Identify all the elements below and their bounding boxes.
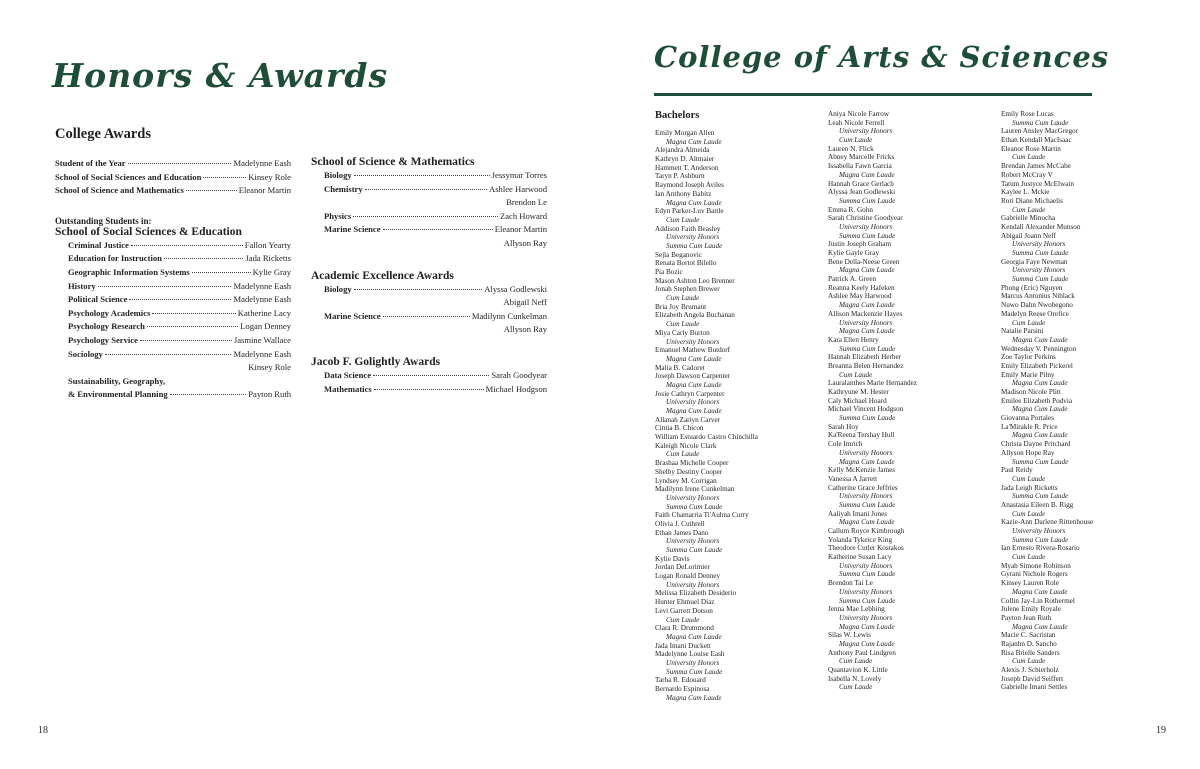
honor-distinction: Cum Laude <box>666 320 700 329</box>
honor-distinction: Summa Cum Laude <box>839 414 896 423</box>
graduate-name: Sarah Christine Goodyear <box>828 214 903 223</box>
graduate-name: Michael Vincent Hodgson <box>828 405 904 414</box>
honor-distinction: Summa Cum Laude <box>1012 457 1069 466</box>
honor-distinction: Cum Laude <box>1012 205 1046 214</box>
graduate-name: Kathryn D. Altmaier <box>655 155 715 164</box>
graduate-name: Robert McCray V <box>1001 170 1053 179</box>
graduate-name: Sarah Hoy <box>828 422 859 431</box>
honor-distinction: Magna Cum Laude <box>666 407 722 415</box>
golightly-list <box>311 370 547 397</box>
graduate-name: Kara Ellen Henry <box>828 335 879 344</box>
graduate-name: Kylie Gayle Gray <box>828 249 880 257</box>
graduate-name: Allison Mackenzie Hayes <box>828 309 903 318</box>
honor-distinction: Magna Cum Laude <box>666 380 722 389</box>
honor-distinction: Magna Cum Laude <box>666 693 722 702</box>
graduate-name: Joseph Dawson Carpenter <box>655 372 731 381</box>
outstanding-item: History Madelynne Eash <box>68 280 291 291</box>
golightly-title: Jacob F. Golightly Awards <box>311 355 441 368</box>
graduate-name: Christa Dayne Pritchard <box>1001 440 1071 449</box>
graduate-name: Tarha R. Edouard <box>655 676 706 685</box>
science-math-title: School of Science & Mathematics <box>311 156 475 168</box>
graduate-name: Caly Michael Hoard <box>828 396 887 405</box>
graduate-name: Levi Garrett Dotson <box>655 606 713 615</box>
left-column-1 <box>55 126 291 403</box>
header-rule <box>654 93 1092 96</box>
graduate-name: Hannah Elizabeth Herber <box>828 353 902 362</box>
graduate-name: Emilee Elizabeth Podvia <box>1001 396 1073 405</box>
graduate-name: Georgia Faye Newman <box>1001 257 1068 266</box>
outstanding-item: Geographic Information Systems Kylie Gray <box>68 266 291 277</box>
outstanding-item: Criminal Justice Fallon Yearty <box>68 239 291 250</box>
honor-distinction: Magna Cum Laude <box>1012 622 1068 631</box>
names-column-1 <box>655 129 758 702</box>
college-award-item: School of Social Sciences and Education Kinsey Role <box>55 171 291 182</box>
graduate-name: Jonah Stephen Brewer <box>655 285 720 294</box>
honor-distinction: Summa Cum Laude <box>1012 492 1069 501</box>
graduate-name: Miya Carly Burton <box>655 328 710 337</box>
graduate-name: Alexis J. Schierholz <box>1001 666 1059 674</box>
honor-distinction: Summa Cum Laude <box>666 546 723 554</box>
honors-awards-header: Honors & Awards <box>52 56 389 95</box>
graduate-name: Ian Ernesto Rivera-Rosario <box>1001 544 1080 553</box>
graduate-name: Tatum Justyce McElwain <box>1001 179 1074 188</box>
honor-distinction: Magna Cum Laude <box>1012 587 1068 596</box>
graduate-name: Lyndsey M. Corrigan <box>655 476 717 485</box>
honor-distinction: Cum Laude <box>839 657 873 666</box>
graduate-name: Ka'Reena Tershay Hull <box>828 431 895 440</box>
graduate-name: Kazie-Ann Darlene Rittenhouse <box>1001 518 1094 527</box>
graduate-name: Bernardo Espinosa <box>655 685 710 693</box>
honor-distinction: University Honors <box>839 492 893 501</box>
honor-distinction: Magna Cum Laude <box>1012 431 1068 440</box>
graduate-name: Madison Nicole Plitt <box>1001 388 1061 396</box>
outstanding-item: Psychology Academics Katherine Lacy <box>68 307 291 318</box>
honor-distinction: Cum Laude <box>1012 657 1046 666</box>
graduate-name: Kaylee L. Mckie <box>1001 188 1050 197</box>
graduate-name: Emma R. Gohn <box>828 205 873 214</box>
graduate-name: Clara R. Drummond <box>655 624 714 633</box>
graduate-name: Lauralanthes Marie Hernandez <box>828 379 917 388</box>
honor-distinction: Summa Cum Laude <box>839 500 896 509</box>
honor-distinction: University Honors <box>666 337 720 346</box>
honor-distinction: Summa Cum Laude <box>1012 118 1069 127</box>
graduate-name: Macie C. Sacristan <box>1001 631 1056 640</box>
honor-distinction: University Honors <box>666 398 720 407</box>
names-column-2 <box>828 110 917 692</box>
honor-distinction: University Honors <box>666 233 720 242</box>
honor-distinction: Magna Cum Laude <box>839 457 895 466</box>
outstanding-item: Education for Instruction Jada Ricketts <box>68 253 291 264</box>
graduate-name: Aniya Nicole Farrow <box>828 110 890 118</box>
graduate-name: Brendan James McCabe <box>1001 162 1071 171</box>
graduate-name: Quantavion K. Little <box>828 666 888 674</box>
graduate-name: Ian Anthony Babitz <box>655 189 712 198</box>
honor-distinction: Magna Cum Laude <box>666 354 722 363</box>
honor-distinction: University Honors <box>666 658 720 667</box>
outstanding-item: Sociology Madelynne Eash <box>68 348 291 359</box>
honor-distinction: Magna Cum Laude <box>839 170 895 179</box>
graduate-name: Emily Elizabeth Pickerel <box>1001 361 1073 370</box>
graduate-name: Gabrielle Imani Settles <box>1001 683 1068 692</box>
honor-distinction: Summa Cum Laude <box>839 196 896 205</box>
graduate-name: Madelyn Reese Orefice <box>1001 309 1069 318</box>
honor-distinction: University Honors <box>839 587 893 596</box>
graduate-name: Silas W. Lewis <box>828 631 871 640</box>
graduate-name: Lauren Ansley MacGregor <box>1001 127 1079 136</box>
graduate-name: Callum Royce Kimbrough <box>828 527 905 535</box>
honor-distinction: University Honors <box>666 493 720 502</box>
golightly-item: Data Science Sarah Goodyear <box>324 369 547 380</box>
honor-distinction: University Honors <box>666 580 720 589</box>
honor-distinction: Magna Cum Laude <box>839 622 895 631</box>
honor-distinction: Cum Laude <box>666 215 700 224</box>
graduate-name: Payton Jean Ruth <box>1001 613 1052 622</box>
college-awards-title: College Awards <box>55 126 151 142</box>
graduate-name: Elizabeth Angela Buchanan <box>655 311 735 320</box>
honor-distinction: Magna Cum Laude <box>839 266 895 275</box>
graduate-name: Cintia B. Chicon <box>655 424 704 433</box>
honor-distinction: Cum Laude <box>666 450 700 459</box>
graduate-name: Anthony Paul Lindgren <box>828 648 896 657</box>
graduate-name: Leah Nicole Ferrell <box>828 118 885 127</box>
honor-distinction: University Honors <box>1012 266 1066 275</box>
graduate-name: Justin Joseph Graham <box>828 240 892 249</box>
graduate-name: William Estuardo Castro Chinchilla <box>655 433 758 442</box>
graduate-name: Emily Marie Pilny <box>1001 370 1055 379</box>
outstanding-item: Psychology Research Logan Denney <box>68 321 291 332</box>
graduate-name: Bria Joy Brumant <box>655 302 707 311</box>
page-number-right: 19 <box>1156 725 1166 736</box>
honor-distinction: Magna Cum Laude <box>1012 335 1068 344</box>
academic-excellence-list <box>311 284 547 338</box>
graduate-name: Marcus Antonius Niblack <box>1001 292 1075 301</box>
golightly-item: Mathematics Michael Hodgson <box>324 383 547 394</box>
graduate-name: Isabella N. Lovely <box>828 674 882 683</box>
honor-distinction: Summa Cum Laude <box>839 231 896 240</box>
honor-distinction: Summa Cum Laude <box>666 667 723 676</box>
honor-distinction: Cum Laude <box>666 294 700 303</box>
honor-distinction: Summa Cum Laude <box>1012 249 1069 257</box>
honor-distinction: University Honors <box>839 222 893 231</box>
graduate-name: Kathryune M. Hester <box>828 388 889 396</box>
graduate-name: Cole Imrich <box>828 440 863 449</box>
graduate-name: Nuwo Dahn Nwobegono <box>1001 301 1073 310</box>
honor-distinction: Summa Cum Laude <box>839 344 896 353</box>
outstanding-students-label: Outstanding Students in: <box>55 215 152 226</box>
graduate-name: Alejandra Almeida <box>655 146 710 155</box>
graduate-name: Renata Bortot Bilello <box>655 259 717 268</box>
honor-distinction: Cum Laude <box>1012 318 1046 327</box>
honor-distinction: Magna Cum Laude <box>666 198 722 207</box>
graduate-name: Reanna Keely Hafeken <box>828 283 895 292</box>
bachelors-title: Bachelors <box>655 110 700 121</box>
honor-distinction: Cum Laude <box>1012 153 1046 162</box>
graduate-name: Jordan DeLorimier <box>655 563 710 572</box>
graduate-name: Abigail Joann Neff <box>1001 231 1056 240</box>
graduate-name: Mason Ashton Leo Brenner <box>655 276 735 285</box>
ae-marine: Marine Science Madilynn Cunkelman <box>324 310 547 321</box>
graduate-name: Gabrielle Minocha <box>1001 214 1056 223</box>
honor-distinction: Cum Laude <box>839 370 873 379</box>
ae-biology: Biology Alyssa Godlewski <box>324 283 547 294</box>
social-sciences-title: School of Social Sciences & Education <box>55 225 242 238</box>
sustainability-line1: Sustainability, Geography, <box>68 375 166 386</box>
graduate-name: Aaliyah Imani Jones <box>828 509 888 518</box>
honor-distinction: Magna Cum Laude <box>839 301 895 310</box>
honor-distinction: University Honors <box>839 448 893 457</box>
page-number-left: 18 <box>38 725 48 736</box>
graduate-name: Brendon Tai Le <box>828 579 873 588</box>
graduate-name: Shelby Destiny Cooper <box>655 467 723 476</box>
outstanding-item: Political Science Madelynne Eash <box>68 294 291 305</box>
graduate-name: Wednesday V. Pennington <box>1001 344 1077 353</box>
honor-distinction: Magna Cum Laude <box>1012 405 1068 414</box>
graduate-name: Emanuel Mathew Butdorf <box>655 346 731 355</box>
honor-distinction: Magna Cum Laude <box>666 137 722 146</box>
graduate-name: Brashaa Michelle Cooper <box>655 459 729 468</box>
graduate-name: Natalie Parsini <box>1001 327 1044 336</box>
graduate-name: Ethan Kendall MacIsaac <box>1001 136 1072 145</box>
sm-chemistry-extra: Brendon Le <box>506 197 547 208</box>
graduate-name: Emily Rose Lucas <box>1001 110 1054 118</box>
graduate-name: Eleanor Rose Martin <box>1001 144 1061 153</box>
honor-distinction: University Honors <box>839 613 893 622</box>
graduate-name: Abney Marcelle Fricks <box>828 153 895 162</box>
graduate-name: Allanah Zariyn Carver <box>655 415 721 424</box>
academic-excellence-title: Academic Excellence Awards <box>311 269 454 282</box>
graduate-name: Raymond Joseph Aviles <box>655 181 724 190</box>
graduate-name: Theodore Cutler Kostakos <box>828 544 904 553</box>
graduate-name: Kinsey Lauren Role <box>1001 579 1059 588</box>
outstanding-list <box>55 240 291 362</box>
graduate-name: Taryn P. Ashburn <box>655 172 705 181</box>
college-award-item: Student of the Year Madelynne Eash <box>55 158 291 168</box>
graduate-name: Patrick A. Green <box>828 275 877 284</box>
graduate-name: La'Mirakle R. Price <box>1001 422 1058 431</box>
graduate-name: Jenna Mae Lebbing <box>828 605 885 614</box>
graduate-name: Lauren N. Flick <box>828 144 874 153</box>
honor-distinction: Cum Laude <box>839 683 873 692</box>
sociology-extra: Kinsey Role <box>248 362 291 373</box>
honor-distinction: University Honors <box>839 318 893 327</box>
honor-distinction: Magna Cum Laude <box>839 327 895 336</box>
graduate-name: Melissa Elizabeth Desiderio <box>655 589 737 598</box>
sm-marine-extra: Allyson Ray <box>503 237 547 248</box>
graduate-name: Ashlee May Harwood <box>828 292 892 301</box>
honor-distinction: Summa Cum Laude <box>1012 535 1069 544</box>
sustainability-line2: & Environmental Planning Payton Ruth <box>68 389 291 400</box>
graduate-name: Collin Jay-Lin Rothermel <box>1001 596 1075 605</box>
honor-distinction: Cum Laude <box>1012 509 1046 518</box>
honor-distinction: Cum Laude <box>839 136 873 145</box>
graduate-name: Bene Della-Neese Green <box>828 257 900 266</box>
honor-distinction: Magna Cum Laude <box>839 518 895 527</box>
honor-distinction: Summa Cum Laude <box>839 570 896 579</box>
graduate-name: Joseph David Seiffert <box>1001 674 1064 683</box>
graduate-name: Jada Imani Duckett <box>655 641 711 650</box>
graduate-name: Catherine Grace Jeffries <box>828 483 898 492</box>
graduate-name: Alyssa Jean Godlewski <box>828 188 896 197</box>
graduate-name: Olivia J. Cuthrell <box>655 519 705 528</box>
graduate-name: Ethan James Dano <box>655 528 709 537</box>
graduate-name: Addison Faith Beasley <box>655 224 721 233</box>
honor-distinction: Summa Cum Laude <box>1012 275 1069 284</box>
college-arts-sciences-header: College of Arts & Sciences <box>654 40 1110 74</box>
graduate-name: Emily Morgan Allen <box>655 129 715 137</box>
graduate-name: Pia Bozic <box>655 268 683 276</box>
graduate-name: Madilynn Irene Cunkelman <box>655 485 735 494</box>
graduate-name: Phong (Eric) Nguyen <box>1001 283 1063 292</box>
graduate-name: Myah Simone Robinson <box>1001 561 1071 570</box>
honor-distinction: Summa Cum Laude <box>666 502 723 511</box>
graduate-name: Edyn Parker-Luv Battle <box>655 207 724 216</box>
graduate-name: Risa Brielle Sanders <box>1001 648 1060 657</box>
graduate-name: Malia B. Cadoret <box>655 363 705 372</box>
graduate-name: Allyson Hope Ray <box>1001 448 1055 457</box>
honor-distinction: Cum Laude <box>666 615 700 624</box>
graduate-name: Paul Reidy <box>1001 466 1033 475</box>
graduate-name: Yolanda Tykeice King <box>828 535 893 544</box>
graduate-name: Rajanhn D. Sancho <box>1001 639 1057 648</box>
honor-distinction: Cum Laude <box>1012 474 1046 483</box>
sm-marine: Marine Science Eleanor Martin <box>324 224 547 235</box>
graduate-name: Kelly McKenzie James <box>828 466 896 475</box>
honor-distinction: Summa Cum Laude <box>666 241 723 250</box>
graduate-name: Hannah Grace Gerlach <box>828 179 894 188</box>
graduate-name: Julene Emily Royale <box>1001 605 1061 614</box>
graduate-name: Hunter Ehmuel Diaz <box>655 598 715 607</box>
ae-marine-extra: Allyson Ray <box>503 324 547 335</box>
graduate-name: Kendall Alexander Munson <box>1001 222 1081 231</box>
graduate-name: Hammett T. Anderson <box>655 163 719 172</box>
honor-distinction: Cum Laude <box>1012 553 1046 562</box>
graduate-name: Katherine Susan Lacy <box>828 553 892 562</box>
honor-distinction: Magna Cum Laude <box>1012 379 1068 388</box>
names-column-3 <box>1001 110 1093 692</box>
graduate-name: Josie Cathryn Carpenter <box>655 389 725 398</box>
graduate-name: Kaleigh Nicole Clark <box>655 441 717 450</box>
sm-chemistry: Chemistry Ashlee Harwood <box>324 183 547 194</box>
science-math-list <box>311 170 547 252</box>
honor-distinction: Magna Cum Laude <box>666 632 722 641</box>
graduate-name: Madelynne Louise Eash <box>655 650 725 659</box>
graduate-name: Issabella Fawn Garcia <box>828 162 892 171</box>
graduate-name: Zoe Taylor Perkins <box>1001 353 1056 362</box>
outstanding-item: Psychology Service Jasmine Wallace <box>68 334 291 345</box>
graduate-name: Breanna Belen Hernandez <box>828 361 904 370</box>
honor-distinction: Magna Cum Laude <box>839 639 895 648</box>
graduate-name: Faith Chamarria Ti'Auhna Curry <box>655 511 749 520</box>
graduate-name: Kylie Davis <box>655 554 690 563</box>
graduate-name: Sejla Beganovic <box>655 250 702 259</box>
graduate-name: Gyrani Nichole Rogers <box>1001 570 1068 579</box>
graduate-name: Anastasia Eileen B. Rigg <box>1001 500 1074 509</box>
graduate-name: Vanessa A Jarrett <box>828 474 878 483</box>
college-award-item: School of Science and Mathematics Eleanor Martin <box>55 185 291 196</box>
honor-distinction: Summa Cum Laude <box>839 596 896 605</box>
sm-physics: Physics Zach Howard <box>324 210 547 221</box>
sm-biology: Biology Jessymar Torres <box>324 170 547 180</box>
college-awards-list <box>55 158 291 199</box>
graduate-name: Rori Diane Michaelis <box>1001 196 1063 205</box>
right-page <box>600 0 1200 769</box>
honor-distinction: University Honors <box>1012 240 1066 249</box>
honor-distinction: University Honors <box>839 127 893 136</box>
outstanding-list-wrap <box>55 240 291 403</box>
honor-distinction: University Honors <box>666 537 720 546</box>
graduate-name: Logan Ronald Denney <box>655 572 721 581</box>
honor-distinction: University Honors <box>839 561 893 570</box>
graduate-name: Jada Leigh Ricketts <box>1001 483 1058 492</box>
ae-biology-extra: Abigail Neff <box>503 297 547 308</box>
honor-distinction: University Honors <box>1012 527 1066 535</box>
left-column-2 <box>311 156 547 397</box>
graduate-name: Giovanna Portales <box>1001 414 1054 423</box>
